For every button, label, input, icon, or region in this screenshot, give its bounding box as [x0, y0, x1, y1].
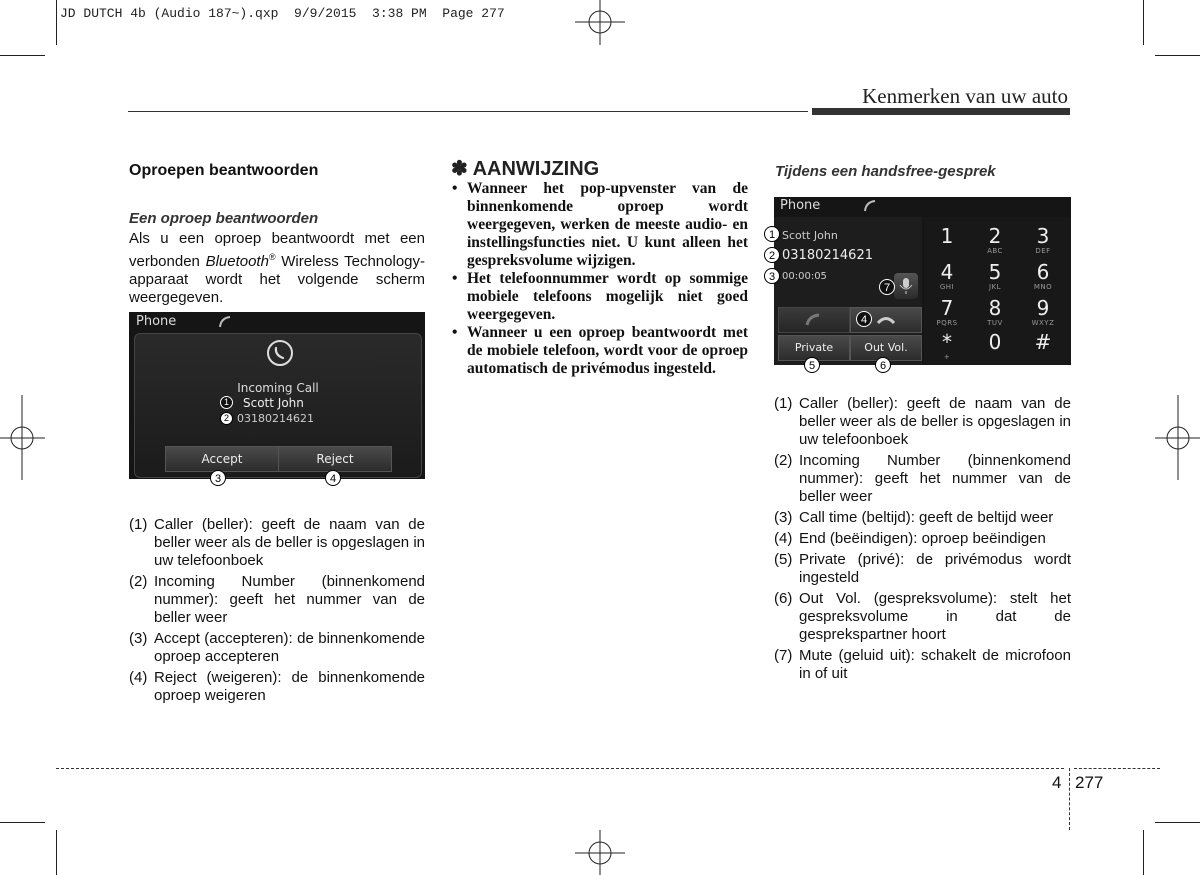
footer-divider	[1069, 768, 1070, 830]
phone-handset-icon	[217, 315, 233, 329]
legend-item: (1) Caller (beller): geeft de naam van de beller weer als de beller is opgeslagen in uw telefoonboek	[774, 395, 1071, 448]
legend-item: (4) End (beëindigen): oproep beëindigen	[774, 530, 1046, 547]
legend-item: (3) Accept (accepteren): de binnenkomende oproep accepteren	[129, 630, 425, 665]
reject-button[interactable]: Reject	[278, 446, 392, 472]
legend-item: (3) Call time (beltijd): geeft de beltijd weer	[774, 509, 1054, 526]
callout-4: 4	[325, 470, 341, 486]
key-3[interactable]: 3 DEF	[1035, 224, 1051, 255]
callout-6: 6	[875, 357, 891, 373]
note-list	[451, 180, 748, 378]
key-hash[interactable]: #	[1034, 330, 1052, 354]
right-column	[775, 163, 1071, 181]
header-rule	[128, 111, 808, 112]
callout-1: 1	[764, 226, 780, 242]
bluetooth-text: Bluetooth	[205, 253, 269, 270]
active-call-screen	[774, 197, 1071, 365]
intro-text: Als u een oproep beantwoordt met een verbonden	[129, 230, 425, 270]
note-item: • Wanneer het pop-upvenster van de binnenkomende oproep wordt weergegeven, werken de meeste audio- en instellingsfuncties niet. U kunt alleen het gespreksvolume wijzigen.	[451, 180, 748, 270]
key-star[interactable]: * +	[942, 330, 952, 361]
legend-item: (1) Caller (beller): geeft de naam van de beller weer als de beller is opgeslagen in uw telefoonboek	[129, 516, 425, 569]
call-icon	[267, 340, 293, 366]
right-legend	[774, 395, 1071, 686]
running-head: Kenmerken van uw auto	[862, 84, 1068, 108]
legend-item: (2) Incoming Number (binnenkomend nummer): geeft het nummer van de beller weer	[774, 452, 1071, 505]
legend-item: (7) Mute (geluid uit): schakelt de microfoon in of uit	[774, 647, 1071, 682]
key-9[interactable]: 9 WXYZ	[1031, 296, 1055, 327]
section-heading: Oproepen beantwoorden	[129, 162, 319, 179]
callout-4: 4	[856, 311, 872, 327]
key-7[interactable]: 7 PQRS	[936, 296, 958, 327]
registered-mark: ®	[268, 252, 276, 262]
incoming-popup	[134, 333, 422, 478]
legend-item: (2) Incoming Number (binnenkomend nummer): geeft het nummer van de beller weer	[129, 573, 425, 626]
header-rule-thick	[812, 108, 1070, 115]
note-box	[451, 160, 748, 378]
callout-7: 7	[879, 279, 895, 295]
key-5[interactable]: 5 JKL	[988, 260, 1002, 291]
private-button[interactable]: Private	[778, 335, 850, 361]
left-legend	[129, 516, 425, 708]
legend-item: (6) Out Vol. (gespreksvolume): stelt het gespreksvolume in dat de gesprekspartner hoort	[774, 590, 1071, 643]
caller-number: 03180214621	[782, 248, 873, 263]
answer-button[interactable]	[778, 307, 850, 333]
caller-number: 03180214621	[237, 412, 314, 425]
footer-rule-right	[1074, 768, 1160, 769]
note-item: • Wanneer u een oproep beantwoordt met de mobiele telefoon, wordt voor de oproep automatisch de privémodus ingesteld.	[451, 324, 748, 378]
incoming-call-label: Incoming Call	[237, 381, 319, 395]
screen-title: Phone	[136, 314, 177, 329]
subheading-right: Tijdens een handsfree-gesprek	[775, 163, 996, 180]
key-4[interactable]: 4 GHI	[939, 260, 955, 291]
mute-button[interactable]	[894, 273, 918, 299]
microphone-icon	[894, 273, 918, 299]
out-vol-button[interactable]: Out Vol.	[850, 335, 922, 361]
chapter-number: 4	[1052, 773, 1062, 792]
caller-name: Scott John	[243, 396, 304, 410]
callout-3: 3	[210, 470, 226, 486]
accept-button[interactable]: Accept	[165, 446, 279, 472]
key-1[interactable]: 1	[940, 224, 954, 248]
legend-item: (5) Private (privé): de privémodus wordt ingesteld	[774, 551, 1071, 586]
key-0[interactable]: 0	[988, 330, 1002, 354]
legend-item: (4) Reject (weigeren): de binnenkomende oproep weigeren	[129, 669, 425, 704]
page-number: 277	[1075, 773, 1104, 792]
intro-paragraph	[129, 230, 425, 307]
key-2[interactable]: 2 ABC	[987, 224, 1003, 255]
callout-5: 5	[804, 357, 820, 373]
callout-3: 3	[764, 268, 780, 284]
call-time: 00:00:05	[782, 271, 827, 282]
marker-1: 1	[220, 396, 233, 409]
subheading: Een oproep beantwoorden	[129, 210, 319, 227]
phone-icon	[779, 308, 849, 332]
phone-handset-icon	[862, 199, 878, 213]
key-6[interactable]: 6 MNO	[1033, 260, 1053, 291]
footer-rule	[56, 768, 1064, 769]
intro-text-2: Wireless Technology-apparaat wordt het volgende scherm weergegeven.	[129, 253, 425, 306]
callout-2: 2	[764, 247, 780, 263]
note-title: ✽ AANWIJZING	[451, 158, 600, 180]
key-8[interactable]: 8 TUV	[987, 296, 1003, 327]
caller-name: Scott John	[782, 229, 838, 242]
print-slug: JD DUTCH 4b (Audio 187~).qxp 9/9/2015 3:38 PM Page 277	[60, 6, 505, 21]
note-item: • Het telefoonnummer wordt op sommige mobiele telefoons mogelijk niet goed weergegeven.	[451, 270, 748, 324]
dial-pad	[924, 217, 1071, 365]
call-info-panel	[774, 217, 922, 365]
screen-title: Phone	[780, 198, 821, 213]
marker-2: 2	[220, 412, 233, 425]
left-column	[129, 162, 425, 307]
incoming-call-screen	[129, 312, 425, 479]
